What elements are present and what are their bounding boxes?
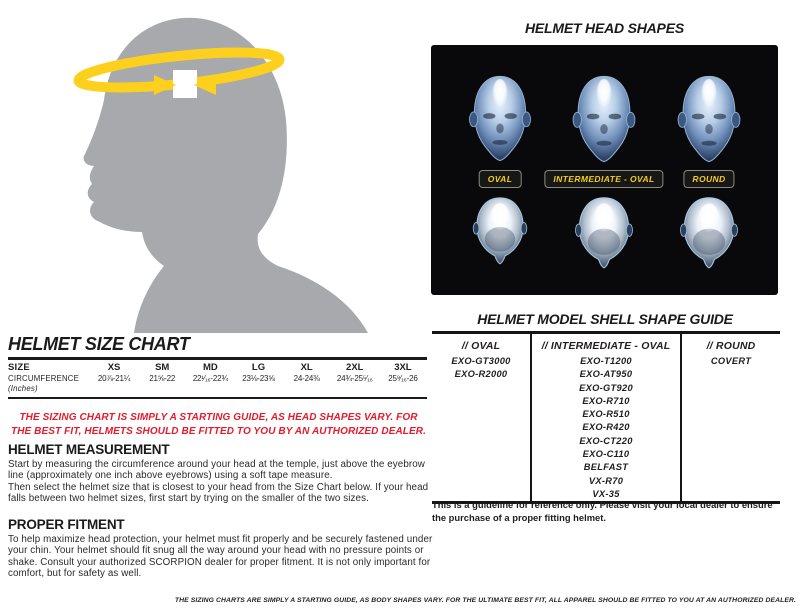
size-value-xl: 24-24⅜ — [293, 374, 320, 383]
oval-column — [446, 45, 554, 295]
shell-guide-table — [432, 331, 780, 504]
footer-disclaimer: THE SIZING CHARTS ARE SIMPLY A STARTING GUIDE, AS BODY SHAPES VARY. FOR THE ULTIMATE BEST FIT, ALL APPAREL SHOULD BE FITTED TO YOU AT AN AUTHORIZED DEALER. — [174, 597, 796, 604]
model-item: EXO-T1200 — [580, 356, 632, 366]
shell-col-round — [680, 334, 780, 501]
model-item: EXO-CT220 — [579, 435, 633, 446]
circumference-label: CIRCUMFERENCE (Inches) — [8, 374, 80, 393]
shell-header-intermediate-oval: // INTERMEDIATE - OVAL — [541, 340, 671, 352]
shell-col-intermediate-oval — [530, 334, 680, 501]
size-chart-top-rule — [8, 357, 427, 360]
model-item: BELFAST — [583, 462, 629, 473]
model-item: EXO-R510 — [582, 409, 630, 420]
model-item: VX-R70 — [588, 475, 624, 486]
size-col-2xl: 2XL — [346, 362, 364, 373]
round-column — [655, 45, 763, 295]
measurement-body — [8, 459, 434, 505]
size-row-label: SIZE — [8, 362, 30, 373]
round-label: ROUND — [683, 170, 734, 188]
round-top-head-icon — [674, 194, 744, 271]
size-col-3xl: 3XL — [394, 362, 412, 373]
shell-guide-note: This is a guideline for reference only. Please visit your local dealer to ensure the purchase of a proper fitting helmet. — [432, 499, 773, 523]
fitment-body: To help maximize head protection, your helmet must fit properly and be securely fastened under your chin. Your helmet should fit snug all the way around your head with no pressure points or shake. Consult your authorized SCORPION dealer for proper fitment. It is not only important for comfort, but for safety as well. — [8, 534, 433, 580]
model-item: COVERT — [710, 356, 752, 366]
size-value-2xl: 24¾-25⁵⁄₁₆ — [336, 374, 373, 383]
fitment-title: PROPER FITMENT — [8, 517, 125, 532]
size-col-md: MD — [202, 362, 218, 373]
measurement-para-2: Then select the helmet size that is closest to your head from the Size Chart below. If your head falls between two helmet sizes, first start by trying on the smaller of the two sizes. — [8, 481, 429, 505]
intermediate-oval-column — [542, 45, 666, 295]
model-item: EXO-GT3000 — [451, 356, 511, 366]
size-col-xl: XL — [300, 362, 313, 373]
size-value-lg: 23⅛-23⅝ — [242, 374, 275, 383]
shell-header-oval: // OVAL — [461, 340, 501, 352]
sizing-warning-text: THE SIZING CHART IS SIMPLY A STARTING GUIDE, AS HEAD SHAPES VARY. FOR THE BEST FIT, HELMETS SHOULD BE FITTED TO YOU BY AN AUTHORIZED DEALER. — [11, 412, 426, 437]
model-item: EXO-R420 — [582, 422, 630, 433]
oval-front-head-icon — [467, 73, 533, 164]
shell-guide-title: HELMET MODEL SHELL SHAPE GUIDE — [477, 311, 733, 327]
model-item: EXO-GT920 — [579, 382, 633, 393]
size-value-xs: 20⅞-21¼ — [97, 374, 131, 383]
shell-header-round: // ROUND — [706, 340, 756, 352]
size-value-md: 22¹⁄₁₆-22¾ — [192, 374, 228, 383]
size-chart-header-row — [8, 362, 427, 373]
model-item: EXO-C110 — [582, 449, 630, 460]
model-item: VX-35 — [592, 488, 620, 499]
head-shapes-panel — [431, 45, 778, 295]
size-col-lg: LG — [251, 362, 266, 373]
size-chart-title: HELMET SIZE CHART — [8, 334, 190, 354]
head-measurement-diagram — [30, 8, 370, 333]
size-chart-bottom-rule — [8, 397, 427, 399]
intermediate-top-head-icon — [572, 194, 636, 271]
size-value-3xl: 25⁹⁄₁₆-26 — [388, 374, 418, 383]
head-shapes-title: HELMET HEAD SHAPES — [525, 20, 684, 36]
size-value-sm: 21⅝-22 — [149, 374, 176, 383]
intermediate-oval-label: INTERMEDIATE - OVAL — [544, 170, 663, 188]
model-item: EXO-R710 — [582, 395, 630, 406]
size-col-sm: SM — [155, 362, 170, 373]
round-front-head-icon — [670, 73, 748, 165]
size-chart-value-row — [8, 374, 427, 393]
size-col-xs: XS — [107, 362, 121, 373]
intermediate-front-head-icon — [569, 73, 640, 165]
measurement-title: HELMET MEASUREMENT — [8, 442, 170, 457]
model-item: EXO-AT950 — [579, 369, 633, 380]
shell-col-oval — [432, 334, 530, 501]
oval-top-head-icon — [471, 194, 529, 267]
measurement-para-1: Start by measuring the circumference around your head at the temple, just above the eyebrow line (approximately one inch above eyebrows) using a soft tape measure. — [8, 459, 425, 482]
model-item: EXO-R2000 — [454, 369, 508, 380]
oval-label: OVAL — [479, 170, 522, 188]
